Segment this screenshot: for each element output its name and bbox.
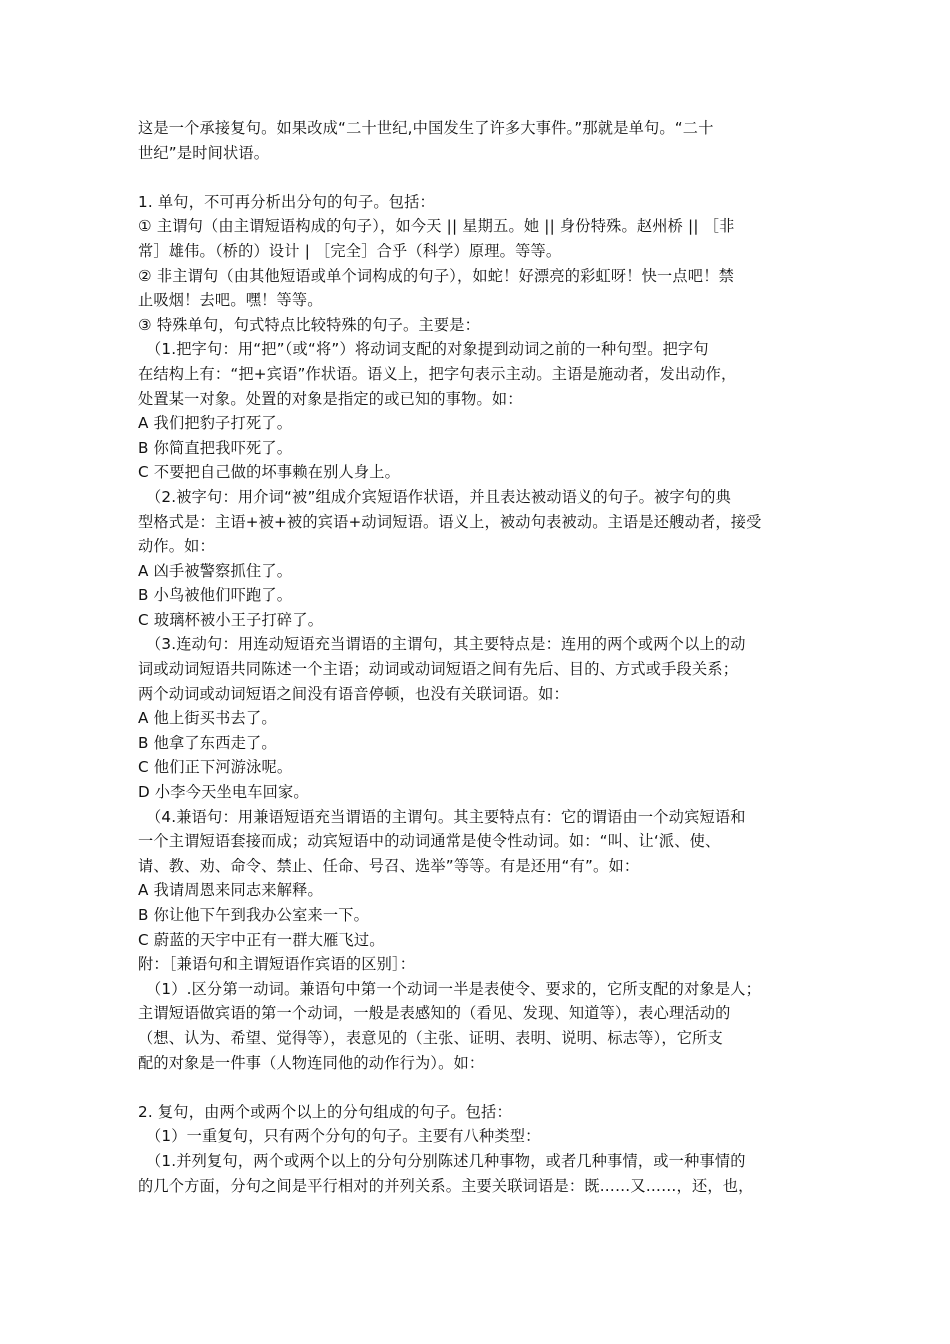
text-line: 处置某一对象。处置的对象是指定的或已知的事物。如：: [138, 389, 523, 408]
example-line: A 他上街买书去了。: [138, 709, 277, 728]
subsection-heading: （1）一重复句，只有两个分句的句子。主要有八种类型：: [146, 1127, 541, 1146]
document-body: [138, 116, 818, 1198]
example-line: A 凶手被警察抓住了。: [138, 561, 293, 580]
subsection-heading: （3.连动句：用连动短语充当谓语的主谓句，其主要特点是：连用的两个或两个以上的动: [146, 635, 746, 654]
text-line: 世纪”是时间状语。: [138, 143, 270, 162]
example-line: C 不要把自己做的坏事赖在别人身上。: [138, 463, 401, 482]
blank-line: [138, 165, 818, 190]
text-line: （1.并列复句，两个或两个以上的分句分别陈述几种事物，或者几种事情，或一种事情的: [146, 1151, 746, 1170]
text-line: 止吸烟！去吧。嘿！等等。: [138, 291, 323, 310]
example-line: B 你让他下午到我办公室来一下。: [138, 906, 370, 924]
example-line: B 他拿了东西走了。: [138, 733, 277, 752]
example-line: B 小鸟被他们吓跑了。: [138, 586, 293, 605]
text-line: 请、教、劝、命令、禁止、任命、号召、选举”等等。有是还用“有”。如：: [138, 856, 640, 875]
subsection-heading: （1.把字句：用“把”（或“将”）将动词支配的对象提到动词之前的一种句型。把字句: [146, 340, 709, 359]
text-line: 词或动词短语共同陈述一个主语；动词或动词短语之间有先后、目的、方式或手段关系；: [138, 660, 739, 679]
text-line: 这是一个承接复句。如果改成“二十世纪,中国发生了许多大事件。”那就是单句。“二十: [138, 119, 714, 137]
text-line: ② 非主谓句（由其他短语或单个词构成的句子），如蛇！好漂亮的彩虹呀！快一点吧！禁: [138, 266, 734, 285]
section-heading: 2. 复句，由两个或两个以上的分句组成的句子。包括：: [138, 1102, 512, 1121]
example-line: D 小李今天坐电车回家。: [138, 783, 309, 802]
text-line: （想、认为、希望、觉得等），表意见的（主张、证明、表明、说明、标志等），它所支: [138, 1028, 723, 1047]
appendix-heading: 附：［兼语句和主谓短语作宾语的区别］：: [138, 955, 416, 974]
text-line: （1）.区分第一动词。兼语句中第一个动词一半是表使令、要求的，它所支配的对象是人；: [146, 979, 762, 998]
text-line: 配的对象是一件事（人物连同他的动作行为）。如：: [138, 1053, 485, 1072]
text-line: 两个动词或动词短语之间没有语音停顿，也没有关联词语。如：: [138, 684, 569, 703]
example-line: C 玻璃杯被小王子打碎了。: [138, 610, 324, 629]
subsection-heading: （4.兼语句：用兼语短语充当谓语的主谓句。其主要特点有：它的谓语由一个动宾短语和: [146, 807, 746, 826]
section-heading: 1. 单句，不可再分析出分句的句子。包括：: [138, 192, 435, 211]
text-line: 的几个方面，分句之间是平行相对的并列关系。主要关联词语是：既……又……，还，也，: [138, 1176, 754, 1195]
text-line: ③ 特殊单句，句式特点比较特殊的句子。主要是：: [138, 315, 480, 334]
example-line: A 我们把豹子打死了。: [138, 414, 293, 433]
text-line: 主谓短语做宾语的第一个动词，一般是表感知的（看见、发现、知道等），表心理活动的: [138, 1004, 731, 1023]
example-line: C 他们正下河游泳呢。: [138, 758, 293, 777]
text-line: ① 主谓句（由主谓短语构成的句子），如今天 || 星期五。她 || 身份特殊。赵州桥 || ［非: [138, 217, 735, 236]
text-line: 动作。如：: [138, 537, 215, 556]
text-line: 常］雄伟。（桥的）设计 | ［完全］合乎（科学）原理。等等。: [138, 241, 562, 260]
example-line: A 我请周恩来同志来解释。: [138, 881, 323, 900]
example-line: C 蔚蓝的天宇中正有一群大雁飞过。: [138, 930, 385, 949]
blank-line: [138, 1075, 818, 1100]
example-line: B 你简直把我吓死了。: [138, 438, 293, 457]
text-line: 一个主谓短语套接而成；动宾短语中的动词通常是使令性动词。如：“叫、让‘派、使、: [138, 832, 721, 851]
subsection-heading: （2.被字句：用介词“被”组成介宾短语作状语，并且表达被动语义的句子。被字句的典: [146, 487, 731, 506]
text-line: 在结构上有：“把+宾语”作状语。语义上，把字句表示主动。主语是施动者，发出动作，: [138, 364, 737, 383]
text-line: 型格式是：主语+被+被的宾语+动词短语。语义上，被动句表被动。主语是还艘动者，接受: [138, 512, 762, 531]
